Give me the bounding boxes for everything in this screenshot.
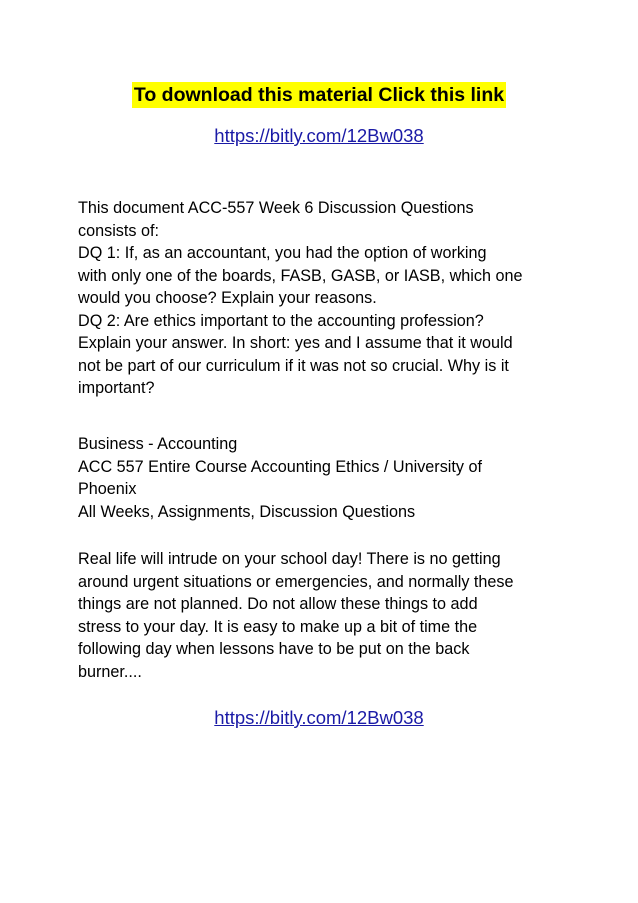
bottom-link-wrapper [0,706,638,730]
download-heading-wrapper [0,82,638,108]
top-download-link[interactable]: https://bitly.com/12Bw038 [214,125,424,146]
bottom-download-link[interactable]: https://bitly.com/12Bw038 [214,707,424,728]
description-paragraph: This document ACC-557 Week 6 Discussion Questions consists of: DQ 1: If, as an accountant, you had the option of working with only one of the boards, FASB, GASB, or IASB, which one would you choose? Explain your reasons. DQ 2: Are ethics important to the accounting profession? Explain your answer. In short: yes and I assume that it would not be part of our curriculum if it was not so crucial. Why is it important? [78,199,523,397]
download-heading: To download this material Click this link [133,84,505,106]
promo-paragraph: Real life will intrude on your school day! There is no getting around urgent situations or emergencies, and normally these things are not planned. Do not allow these things to add stress to your day. It is easy to make up a bit of time the following day when lessons have to be put on the back burner.... [78,550,514,681]
course-info-paragraph: Business - Accounting ACC 557 Entire Course Accounting Ethics / University of Phoenix All Weeks, Assignments, Discussion Questions [78,435,482,521]
top-link-wrapper [0,124,638,148]
